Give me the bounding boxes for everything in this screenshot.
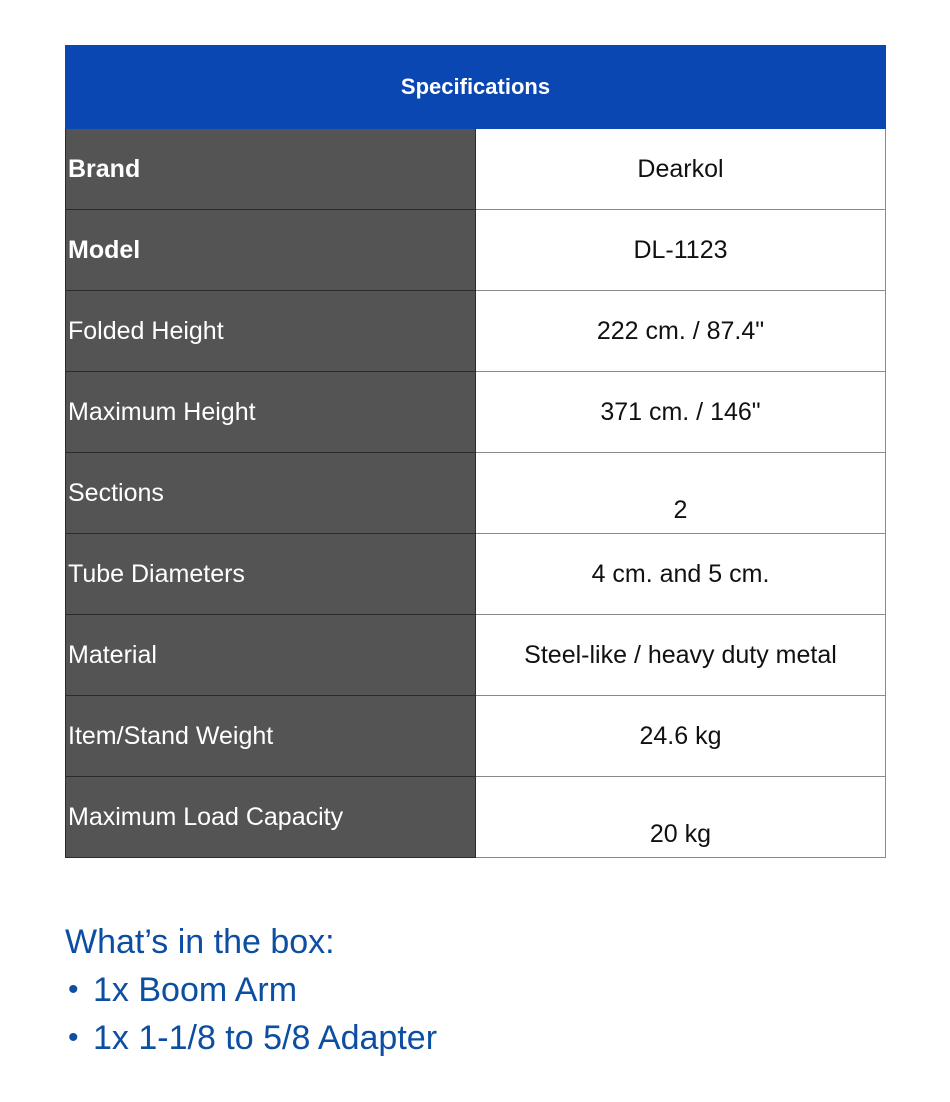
spec-label-item-weight: Item/Stand Weight <box>66 696 476 777</box>
table-header-row <box>66 46 886 129</box>
spec-value-material: Steel-like / heavy duty metal <box>476 615 886 696</box>
box-item-label: 1x Boom Arm <box>93 971 298 1009</box>
table-row <box>66 129 886 210</box>
spec-label-tube-diameters: Tube Diameters <box>66 534 476 615</box>
spec-label-load-capacity: Maximum Load Capacity <box>66 777 476 858</box>
spec-value-model: DL-1123 <box>476 210 886 291</box>
bullet-icon: • <box>68 1021 79 1054</box>
spec-value-tube-diameters: 4 cm. and 5 cm. <box>476 534 886 615</box>
spec-value-maximum-height: 371 cm. / 146" <box>476 372 886 453</box>
spec-value-item-weight: 24.6 kg <box>476 696 886 777</box>
table-row <box>66 534 886 615</box>
spec-label-material: Material <box>66 615 476 696</box>
table-header: Specifications <box>66 46 886 129</box>
table-row <box>66 777 886 858</box>
specifications-table <box>65 45 886 858</box>
table-row <box>66 372 886 453</box>
bullet-icon: • <box>68 973 79 1006</box>
spec-value-folded-height: 222 cm. / 87.4" <box>476 291 886 372</box>
table-row <box>66 696 886 777</box>
spec-value-brand: Dearkol <box>476 129 886 210</box>
spec-value-sections: 2 <box>476 453 886 534</box>
box-contents-list <box>65 966 437 1062</box>
spec-label-sections: Sections <box>66 453 476 534</box>
list-item <box>65 1014 437 1062</box>
spec-label-model: Model <box>66 210 476 291</box>
box-title: What’s in the box: <box>65 923 335 961</box>
spec-label-brand: Brand <box>66 129 476 210</box>
box-item-label: 1x 1-1/8 to 5/8 Adapter <box>93 1019 438 1057</box>
table-row <box>66 210 886 291</box>
spec-label-maximum-height: Maximum Height <box>66 372 476 453</box>
list-item <box>65 966 437 1014</box>
spec-label-folded-height: Folded Height <box>66 291 476 372</box>
table-row <box>66 291 886 372</box>
table-row <box>66 453 886 534</box>
spec-value-load-capacity: 20 kg <box>476 777 886 858</box>
table-row <box>66 615 886 696</box>
whats-in-the-box <box>65 918 437 1062</box>
